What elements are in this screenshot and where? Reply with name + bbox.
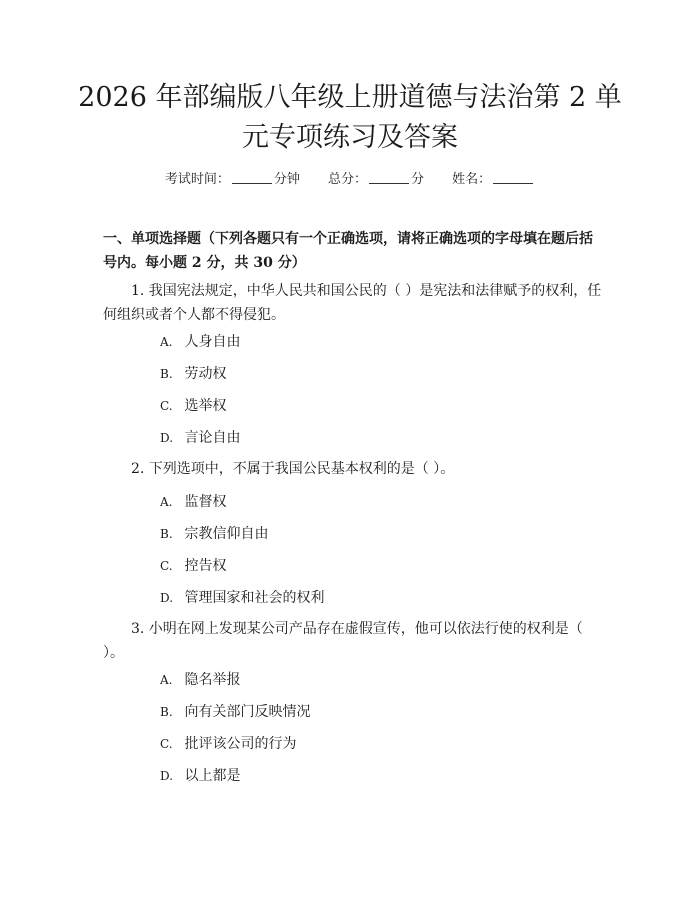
option-text: 批评该公司的行为 [184,736,297,752]
name-blank [493,171,533,184]
option-letter: C. [160,399,173,413]
exam-time-unit: 分钟 [273,172,300,187]
option-text: 人身自由 [184,334,241,350]
option-letter: D. [160,431,174,445]
question-3-option-b [160,702,310,722]
option-letter: C. [160,737,173,751]
question-1-option-b [160,364,226,384]
document-title: 2026 年部编版八年级上册道德与法治第 2 单元专项练习及答案 [78,82,622,153]
name-label: 姓名： [452,172,492,187]
exam-time-blank [232,171,272,184]
option-text: 选举权 [184,398,227,414]
question-2: 2. 下列选项中，不属于我国公民基本权利的是（ ）。 [131,461,455,477]
question-2-option-c [160,556,226,576]
option-letter: D. [160,769,174,783]
option-text: 监督权 [184,494,227,510]
question-3-option-d [160,766,240,786]
option-text: 宗教信仰自由 [184,526,269,542]
option-letter: B. [160,705,173,719]
question-1-option-d [160,428,240,448]
question-3: 3. 小明在网上发现某公司产品存在虚假宣传，他可以依法行使的权利是（ ）。 [103,621,583,661]
name-field [452,172,535,187]
exam-info-line [0,168,700,187]
exam-time-label: 考试时间： [164,172,230,187]
option-text: 控告权 [184,558,227,574]
question-3-option-a [160,670,240,690]
question-2-option-a [160,492,226,512]
option-letter: A. [160,673,173,687]
question-1: 1. 我国宪法规定，中华人民共和国公民的（ ）是宪法和法律赋予的权利，任何组织或者个人都不得侵犯。 [103,283,602,323]
total-score-field [328,172,428,187]
question-2-option-d [160,588,324,608]
total-score-unit: 分 [411,172,425,187]
option-letter: C. [160,559,173,573]
option-text: 言论自由 [184,430,241,446]
total-score-blank [369,171,409,184]
option-text: 向有关部门反映情况 [184,704,311,720]
question-1-option-c [160,396,226,416]
option-letter: B. [160,527,173,541]
option-letter: B. [160,367,173,381]
question-1-option-a [160,332,240,352]
option-letter: A. [160,335,173,349]
total-score-label: 总分： [327,172,367,187]
option-text: 劳动权 [184,366,227,382]
section-heading-single-choice: 一、单项选择题（下列各题只有一个正确选项，请将正确选项的字母填在题后括号内。每小题 2 分，共 30 分） [103,231,593,271]
option-text: 管理国家和社会的权利 [184,590,325,606]
question-3-option-c [160,734,296,754]
question-2-option-b [160,524,268,544]
option-letter: D. [160,591,174,605]
option-text: 以上都是 [184,768,241,784]
option-letter: A. [160,495,173,509]
exam-time-field [165,172,304,187]
option-text: 隐名举报 [184,672,241,688]
